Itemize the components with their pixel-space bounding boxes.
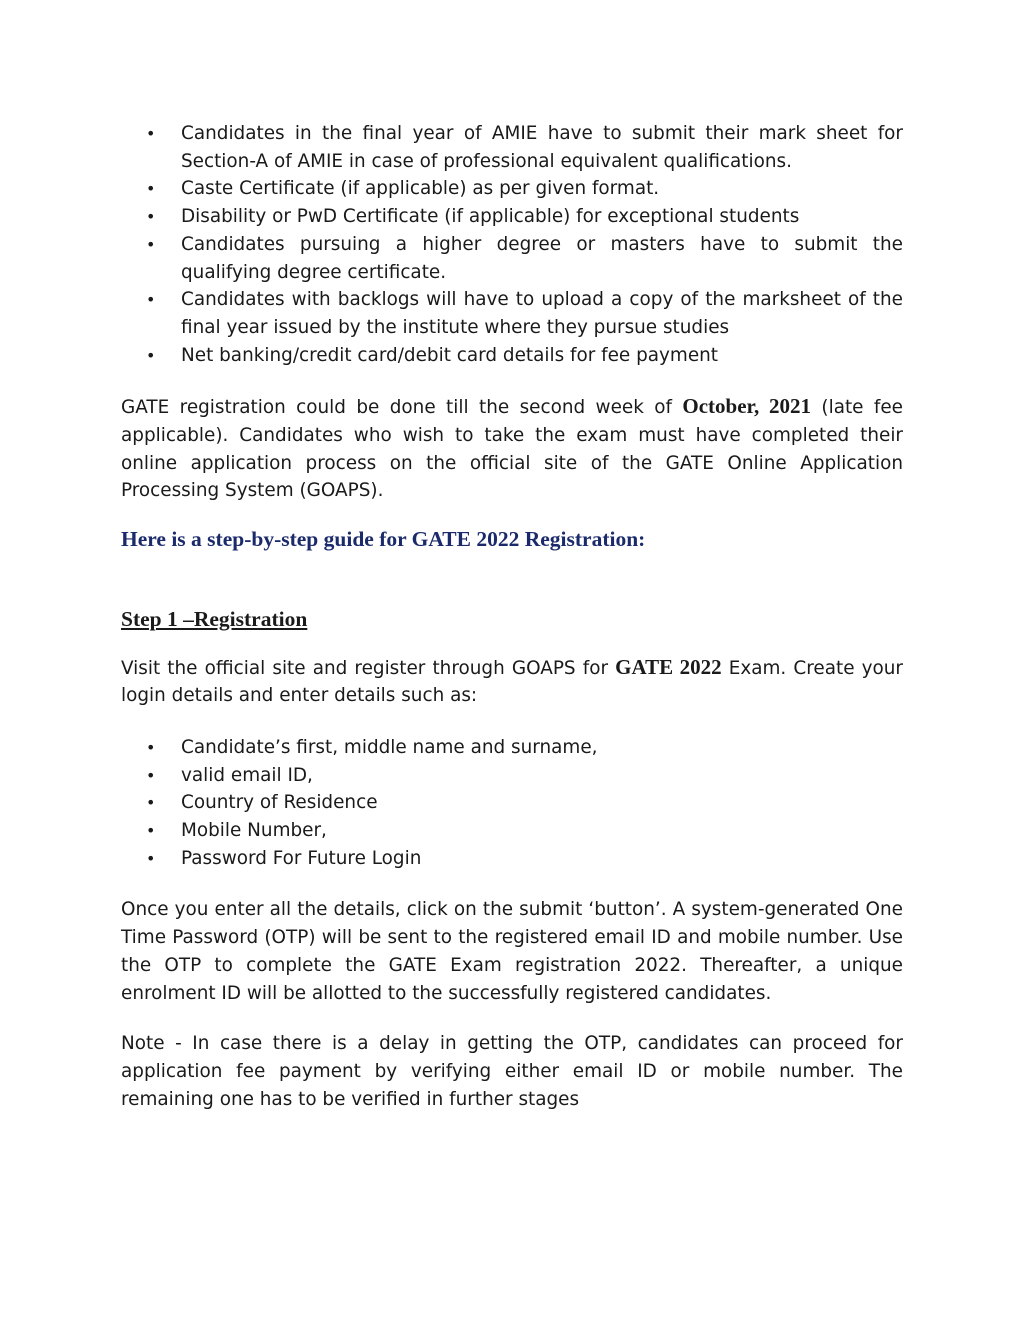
list-item-text: Candidates in the final year of AMIE have to submit their mark sheet for Section-A of AMIE in case of professional equivalent qualifications. <box>181 123 903 172</box>
list-item-text: Candidate’s first, middle name and surname, <box>181 736 598 758</box>
paragraph-text: Visit the official site and register through GOAPS for <box>121 657 616 679</box>
list-item-text: Net banking/credit card/debit card details for fee payment <box>181 344 719 366</box>
required-documents-list <box>121 120 903 369</box>
list-item <box>121 817 903 845</box>
paragraph-text: (late fee applicable). Candidates who wish to take the exam must have completed their online application process on the official site of the GATE Online Application Processing System (GOAPS). <box>121 397 903 502</box>
bullet-icon: • <box>146 737 156 757</box>
list-item-text: Mobile Number, <box>181 820 327 842</box>
guide-heading: Here is a step-by-step guide for GATE 2022 Registration: <box>121 527 646 552</box>
list-item <box>121 175 903 203</box>
list-item <box>121 286 903 341</box>
paragraph-text: GATE registration could be done till the second week of <box>121 397 683 419</box>
list-item <box>121 231 903 286</box>
bullet-icon: • <box>146 290 156 310</box>
bullet-icon: • <box>146 207 156 227</box>
registration-deadline-paragraph <box>121 393 903 505</box>
submit-otp-paragraph: Once you enter all the details, click on the submit ‘button’. A system-generated One Time Password (OTP) will be sent to the registered email ID and mobile number. Use the OTP to complete the GATE Exam registration 2022. Thereafter, a unique enrolment ID will be allotted to the successfully registered candidates. <box>121 899 903 1004</box>
list-item <box>121 120 903 175</box>
paragraph-text: Exam. Create your login details and enter details such as: <box>121 657 903 707</box>
list-item <box>121 762 903 790</box>
list-item <box>121 203 903 231</box>
visit-site-paragraph <box>121 654 903 710</box>
bullet-icon: • <box>146 179 156 199</box>
list-item-text: Candidates with backlogs will have to upload a copy of the marksheet of the final year issued by the institute where they pursue studies <box>181 289 903 338</box>
list-item <box>121 789 903 817</box>
bullet-icon: • <box>146 234 156 254</box>
list-item-text: Candidates pursuing a higher degree or masters have to submit the qualifying degree certificate. <box>181 233 903 283</box>
exam-name: GATE 2022 <box>615 654 722 679</box>
list-item-text: Password For Future Login <box>181 847 422 869</box>
document-body <box>121 120 903 1113</box>
list-item-text: Caste Certificate (if applicable) as per given format. <box>181 178 660 200</box>
list-item <box>121 342 903 370</box>
bullet-icon: • <box>146 848 156 868</box>
bullet-icon: • <box>146 765 156 785</box>
bullet-icon: • <box>146 793 156 813</box>
note-paragraph: Note - In case there is a delay in getting the OTP, candidates can proceed for application fee payment by verifying either email ID or mobile number. The remaining one has to be verified in further stages <box>121 1033 903 1110</box>
bullet-icon: • <box>146 821 156 841</box>
bullet-icon: • <box>146 345 156 365</box>
list-item-text: valid email ID, <box>181 764 313 786</box>
bullet-icon: • <box>146 124 156 143</box>
deadline-date: October, 2021 <box>682 394 812 419</box>
list-item <box>121 734 903 762</box>
list-item-text: Country of Residence <box>181 792 378 814</box>
registration-details-list <box>121 734 903 873</box>
step-1-heading: Step 1 –Registration <box>121 606 308 631</box>
list-item-text: Disability or PwD Certificate (if applicable) for exceptional students <box>181 206 800 228</box>
list-item <box>121 845 903 873</box>
